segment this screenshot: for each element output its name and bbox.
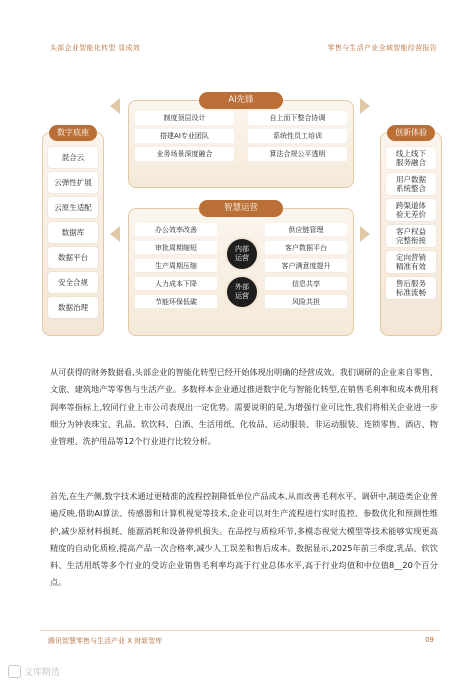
ai-pioneer-title: AI先锋 <box>199 92 283 109</box>
internal-item: 人力成本下降 <box>135 277 217 290</box>
ai-item: 算法合规公平透明 <box>248 147 347 161</box>
header-right-title: 零售与生活产业全域智能经营报告 <box>327 44 437 52</box>
arrow-left-icon <box>110 226 120 242</box>
internal-item: 审批周期缩短 <box>135 241 217 254</box>
left-item: 云弹性扩展 <box>48 172 98 193</box>
body-paragraph-1: 从可获得的财务数据看,头部企业的智能化转型已经开始体现出明确的经营成效。我们调研的企业来自零售、文旅、建筑地产等零售与生活产业。多数样本企业通过推进数字化与智能化转型,在销售毛利率和成本费用利润率等指标上,较同行业上市公司表现出一定优势。需要说明的是,为增强行业可比性,我们将相关企业进一步细分为钟表珠宝、乳品、软饮料、白酒、生活用纸、化妆品、运动服装、非运动服装、连锁零售、酒店、物业管理、洗护用品等12个行业进行比较分析。 <box>50 367 438 447</box>
ai-item: 系统性员工培训 <box>248 129 347 143</box>
arrow-up-left-icon <box>110 98 120 114</box>
external-operations-badge: 外部 运营 <box>225 275 259 309</box>
right-item: 跨渠道体 验无差价 <box>386 199 436 221</box>
watermark <box>8 665 60 678</box>
ai-item: 制度顶层设计 <box>135 111 234 125</box>
external-item: 客户满意度提升 <box>265 259 347 272</box>
smart-operations-title: 智慧运营 <box>199 200 283 217</box>
body-paragraph-2: 首先,在生产侧,数字技术通过更精准的流程控制降低单位产品成本,从而改善毛利水平。调研中,制造类企业普遍反映,借助AI算法、传感器和计算机视觉等技术,企业可以对生产流程进行实时监控、参数优化和预测性维护,减少原材料损耗、能源消耗和设备停机损失。在品控与质检环节,多模态视觉大模型等技术能够实现更高精度的自动化质检,提高产品一次合格率,减少人工误差和售后成本。数据显示,2025年前三季度,乳品、软饮料、生活用纸等多个行业的受访企业销售毛利率均高于行业总体水平,高于行业均值和中位值8__20个百分点。 <box>50 491 438 588</box>
footer-source: 腾讯智慧零售与生活产业 X 财新智库 <box>48 637 163 645</box>
internal-item: 办公效率改善 <box>135 223 217 236</box>
right-item: 定向营销 精准有效 <box>386 251 436 273</box>
external-item: 客户数据平台 <box>265 241 347 254</box>
external-item: 供应链管理 <box>265 223 347 236</box>
header-left-title: 头部企业智能化转型 显成效 <box>50 44 141 52</box>
left-item: 数据治理 <box>48 297 98 318</box>
ai-pioneer-panel <box>128 95 354 188</box>
internal-item: 生产周期压缩 <box>135 259 217 272</box>
left-item: 云原生适配 <box>48 197 98 218</box>
left-item: 混合云 <box>48 147 98 168</box>
ai-item: 自上而下整合协调 <box>248 111 347 125</box>
right-item: 用户数据 系统整合 <box>386 173 436 195</box>
page-number: 09 <box>425 636 434 644</box>
smart-operations-panel <box>128 203 354 336</box>
innovation-panel <box>380 128 442 336</box>
left-item: 数据库 <box>48 222 98 243</box>
arrow-up-right-icon <box>360 98 370 114</box>
digital-base-panel <box>42 128 104 336</box>
right-item: 客户权益 完整衔接 <box>386 225 436 247</box>
arrow-right-icon <box>360 226 370 242</box>
internal-operations-badge: 内部 运营 <box>225 237 259 271</box>
external-item: 风险共担 <box>265 295 347 308</box>
right-item: 线上线下 服务融合 <box>386 147 436 169</box>
ai-item: 业务场景深度融合 <box>135 147 234 161</box>
operations-diagram <box>40 86 440 340</box>
watermark-logo-icon <box>8 665 21 678</box>
external-item: 信息共享 <box>265 277 347 290</box>
left-item: 安全合规 <box>48 272 98 293</box>
watermark-text: 文库精选 <box>24 668 61 678</box>
footer-divider <box>40 630 440 631</box>
innovation-title: 创新体验 <box>387 125 435 141</box>
digital-base-title: 数字底座 <box>49 125 97 141</box>
internal-item: 节能环保低碳 <box>135 295 217 308</box>
left-item: 数据平台 <box>48 247 98 268</box>
right-item: 售后服务 标准流畅 <box>386 277 436 299</box>
ai-item: 搭建AI专业团队 <box>135 129 234 143</box>
